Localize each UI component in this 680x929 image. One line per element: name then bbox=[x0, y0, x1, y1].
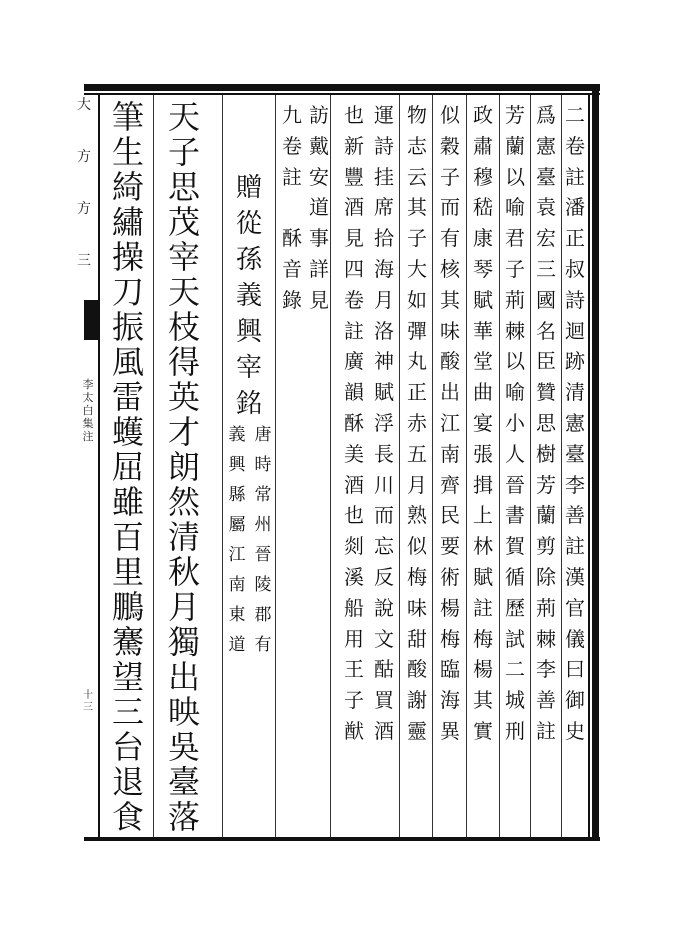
glyph: 也 bbox=[344, 503, 364, 528]
glyph: 九 bbox=[282, 103, 302, 127]
glyph: 樹 bbox=[536, 441, 556, 466]
glyph: 跡 bbox=[565, 349, 585, 374]
glyph: 酸 bbox=[407, 657, 427, 682]
glyph: 戴 bbox=[309, 133, 329, 158]
glyph: 酒 bbox=[344, 195, 364, 220]
glyph: 酥 bbox=[282, 226, 302, 251]
glyph: 註 bbox=[565, 534, 585, 559]
glyph: 志 bbox=[407, 133, 427, 158]
glyph: 雷 bbox=[111, 378, 144, 416]
glyph: 見 bbox=[309, 287, 329, 312]
glyph: 雖 bbox=[111, 483, 144, 521]
glyph: 書 bbox=[505, 503, 525, 528]
poem-note-column bbox=[252, 420, 274, 660]
glyph: 人 bbox=[505, 441, 525, 466]
glyph: 賀 bbox=[505, 534, 525, 559]
frame-bottom-rule bbox=[84, 837, 600, 841]
margin-title-glyph: 集 bbox=[82, 417, 94, 430]
glyph: 落 bbox=[167, 798, 200, 836]
glyph: 憲 bbox=[565, 410, 585, 435]
glyph: 王 bbox=[344, 657, 364, 682]
glyph: 芳 bbox=[536, 472, 556, 497]
glyph: 錄 bbox=[282, 287, 302, 312]
glyph: 退 bbox=[111, 763, 144, 801]
glyph: 南 bbox=[228, 575, 246, 595]
glyph: 韻 bbox=[344, 380, 364, 405]
glyph: 長 bbox=[374, 441, 394, 466]
glyph: 核 bbox=[440, 256, 460, 281]
glyph: 有 bbox=[440, 226, 460, 251]
glyph: 英 bbox=[167, 378, 200, 416]
glyph: 民 bbox=[440, 503, 460, 528]
column-separator bbox=[399, 95, 400, 837]
glyph: 喻 bbox=[505, 195, 525, 220]
glyph: 月 bbox=[374, 287, 394, 312]
glyph: 正 bbox=[565, 226, 585, 251]
glyph: 豐 bbox=[344, 164, 364, 189]
glyph: 美 bbox=[344, 441, 364, 466]
glyph: 楊 bbox=[473, 657, 493, 682]
margin-glyph: 方 bbox=[77, 149, 91, 165]
glyph: 然 bbox=[167, 483, 200, 521]
glyph: 梅 bbox=[473, 626, 493, 651]
frame-top-inner-rule bbox=[84, 93, 600, 95]
glyph: 枝 bbox=[167, 308, 200, 346]
glyph: 茂 bbox=[167, 203, 200, 241]
glyph: 刀 bbox=[111, 273, 144, 311]
commentary-column bbox=[342, 100, 366, 747]
column-separator bbox=[153, 95, 154, 837]
column-separator bbox=[222, 95, 223, 837]
glyph: 喻 bbox=[505, 380, 525, 405]
glyph: 袁 bbox=[536, 195, 556, 220]
commentary-column bbox=[534, 100, 558, 747]
glyph: 說 bbox=[374, 595, 394, 620]
leaf-glyph: 三 bbox=[83, 702, 93, 713]
glyph: 陵 bbox=[254, 575, 272, 595]
margin-glyph: 方 bbox=[77, 201, 91, 217]
glyph: 二 bbox=[505, 657, 525, 682]
glyph: 得 bbox=[167, 343, 200, 381]
glyph: 天 bbox=[167, 98, 200, 136]
glyph: 朗 bbox=[167, 448, 200, 486]
column-separator bbox=[432, 95, 433, 837]
glyph: 蠖 bbox=[111, 413, 144, 451]
glyph: 酸 bbox=[440, 349, 460, 374]
glyph: 食 bbox=[111, 798, 144, 836]
glyph: 曰 bbox=[565, 657, 585, 682]
glyph: 思 bbox=[167, 168, 200, 206]
glyph: 興 bbox=[228, 455, 246, 475]
glyph: 縣 bbox=[228, 485, 246, 505]
glyph: 忘 bbox=[374, 534, 394, 559]
poem-line bbox=[108, 100, 148, 835]
glyph: 云 bbox=[407, 164, 427, 189]
glyph: 四 bbox=[344, 256, 364, 281]
glyph: 綺 bbox=[111, 168, 144, 206]
glyph: 反 bbox=[374, 564, 394, 589]
glyph: 新 bbox=[344, 133, 364, 158]
glyph: 卷 bbox=[282, 133, 302, 158]
glyph: 臨 bbox=[440, 657, 460, 682]
glyph: 挂 bbox=[374, 164, 394, 189]
frame-top-rule bbox=[84, 84, 600, 91]
glyph: 子 bbox=[167, 133, 200, 171]
glyph: 梅 bbox=[440, 626, 460, 651]
frame-right-rule bbox=[592, 84, 599, 841]
glyph: 月 bbox=[167, 588, 200, 626]
glyph: 常 bbox=[254, 485, 272, 505]
glyph: 似 bbox=[440, 103, 460, 127]
glyph: 曲 bbox=[473, 380, 493, 405]
glyph: 映 bbox=[167, 693, 200, 731]
glyph: 其 bbox=[407, 195, 427, 220]
glyph: 吳 bbox=[167, 728, 200, 766]
glyph: 術 bbox=[440, 564, 460, 589]
glyph: 琴 bbox=[473, 256, 493, 281]
margin-title-glyph: 注 bbox=[82, 430, 94, 443]
glyph: 運 bbox=[374, 103, 394, 127]
glyph: 李 bbox=[565, 472, 585, 497]
glyph: 要 bbox=[440, 534, 460, 559]
glyph: 蘭 bbox=[505, 133, 525, 158]
glyph: 林 bbox=[473, 534, 493, 559]
glyph: 興 bbox=[235, 317, 262, 347]
glyph: 船 bbox=[344, 595, 364, 620]
glyph: 張 bbox=[473, 441, 493, 466]
glyph: 異 bbox=[440, 718, 460, 743]
glyph: 屈 bbox=[111, 448, 144, 486]
glyph: 出 bbox=[167, 658, 200, 696]
glyph: 席 bbox=[374, 195, 394, 220]
glyph: 荊 bbox=[536, 595, 556, 620]
glyph: 如 bbox=[407, 287, 427, 312]
glyph: 詩 bbox=[374, 133, 394, 158]
glyph: 里 bbox=[111, 553, 144, 591]
glyph: 堂 bbox=[473, 349, 493, 374]
glyph: 從 bbox=[235, 209, 262, 239]
glyph: 註 bbox=[473, 595, 493, 620]
glyph: 註 bbox=[536, 718, 556, 743]
glyph: 有 bbox=[254, 635, 272, 655]
glyph: 嵇 bbox=[473, 195, 493, 220]
glyph: 上 bbox=[473, 503, 493, 528]
glyph: 東 bbox=[228, 605, 246, 625]
glyph: 州 bbox=[254, 515, 272, 535]
glyph: 川 bbox=[374, 472, 394, 497]
glyph: 棘 bbox=[536, 626, 556, 651]
glyph: 子 bbox=[344, 688, 364, 713]
glyph: 穀 bbox=[440, 133, 460, 158]
glyph: 迴 bbox=[565, 318, 585, 343]
glyph: 江 bbox=[228, 545, 246, 565]
glyph: 史 bbox=[565, 718, 585, 743]
glyph: 廣 bbox=[344, 349, 364, 374]
glyph: 詩 bbox=[565, 287, 585, 312]
glyph: 道 bbox=[309, 195, 329, 220]
glyph: 郡 bbox=[254, 605, 272, 625]
glyph: 揖 bbox=[473, 472, 493, 497]
glyph: 秋 bbox=[167, 553, 200, 591]
column-separator bbox=[466, 95, 467, 837]
glyph: 卷 bbox=[344, 287, 364, 312]
glyph: 銘 bbox=[235, 389, 262, 419]
glyph: 時 bbox=[254, 455, 272, 475]
glyph: 清 bbox=[565, 380, 585, 405]
glyph: 子 bbox=[440, 164, 460, 189]
column-separator bbox=[530, 95, 531, 837]
glyph: 潘 bbox=[565, 195, 585, 220]
glyph bbox=[289, 192, 295, 223]
glyph: 筆 bbox=[111, 98, 144, 136]
glyph: 棘 bbox=[505, 318, 525, 343]
glyph: 酤 bbox=[374, 657, 394, 682]
glyph: 風 bbox=[111, 343, 144, 381]
glyph: 望 bbox=[111, 658, 144, 696]
glyph: 浮 bbox=[374, 410, 394, 435]
glyph: 物 bbox=[407, 103, 427, 127]
glyph: 賦 bbox=[473, 564, 493, 589]
glyph: 臣 bbox=[536, 349, 556, 374]
glyph: 五 bbox=[407, 441, 427, 466]
glyph: 註 bbox=[282, 164, 302, 189]
glyph: 三 bbox=[536, 256, 556, 281]
glyph: 以 bbox=[505, 349, 525, 374]
frame-right-inner-rule bbox=[588, 95, 590, 837]
glyph: 以 bbox=[505, 164, 525, 189]
glyph: 溪 bbox=[344, 564, 364, 589]
glyph: 賦 bbox=[374, 380, 394, 405]
glyph: 小 bbox=[505, 410, 525, 435]
glyph: 其 bbox=[473, 688, 493, 713]
glyph: 叔 bbox=[565, 256, 585, 281]
glyph: 海 bbox=[374, 256, 394, 281]
glyph: 實 bbox=[473, 718, 493, 743]
glyph: 義 bbox=[235, 281, 262, 311]
glyph: 華 bbox=[473, 318, 493, 343]
glyph: 買 bbox=[374, 688, 394, 713]
glyph: 鵬 bbox=[111, 588, 144, 626]
glyph: 李 bbox=[536, 657, 556, 682]
poem-title bbox=[234, 170, 264, 422]
glyph: 操 bbox=[111, 238, 144, 276]
glyph: 名 bbox=[536, 318, 556, 343]
glyph: 用 bbox=[344, 626, 364, 651]
glyph: 酒 bbox=[374, 718, 394, 743]
glyph: 天 bbox=[167, 273, 200, 311]
glyph: 孫 bbox=[235, 245, 262, 275]
glyph: 酒 bbox=[344, 472, 364, 497]
glyph: 思 bbox=[536, 410, 556, 435]
glyph: 道 bbox=[228, 635, 246, 655]
glyph: 齊 bbox=[440, 472, 460, 497]
glyph: 臺 bbox=[167, 763, 200, 801]
glyph: 彈 bbox=[407, 318, 427, 343]
glyph: 贊 bbox=[536, 380, 556, 405]
margin-title-glyph: 白 bbox=[82, 404, 94, 417]
glyph: 楊 bbox=[440, 595, 460, 620]
glyph: 台 bbox=[111, 728, 144, 766]
glyph: 而 bbox=[440, 195, 460, 220]
commentary-column bbox=[307, 100, 331, 316]
glyph: 芳 bbox=[505, 103, 525, 127]
margin-glyph: 大 bbox=[77, 97, 91, 113]
glyph: 詳 bbox=[309, 256, 329, 281]
glyph: 也 bbox=[344, 103, 364, 127]
glyph: 振 bbox=[111, 308, 144, 346]
glyph: 月 bbox=[407, 472, 427, 497]
glyph: 宰 bbox=[167, 238, 200, 276]
glyph: 熟 bbox=[407, 503, 427, 528]
glyph: 漢 bbox=[565, 564, 585, 589]
glyph: 宴 bbox=[473, 410, 493, 435]
glyph: 甜 bbox=[407, 626, 427, 651]
glyph: 獨 bbox=[167, 623, 200, 661]
glyph: 除 bbox=[536, 564, 556, 589]
glyph: 剪 bbox=[536, 534, 556, 559]
glyph: 憲 bbox=[536, 133, 556, 158]
glyph: 唐 bbox=[254, 425, 272, 445]
glyph: 臺 bbox=[536, 164, 556, 189]
poem-note-column bbox=[226, 420, 248, 660]
fish-tail-mark bbox=[84, 300, 98, 340]
glyph: 剡 bbox=[344, 534, 364, 559]
glyph: 義 bbox=[228, 425, 246, 445]
commentary-column bbox=[405, 100, 429, 747]
glyph: 訪 bbox=[309, 103, 329, 127]
glyph: 御 bbox=[565, 688, 585, 713]
glyph: 南 bbox=[440, 441, 460, 466]
glyph: 大 bbox=[407, 256, 427, 281]
margin-title bbox=[80, 378, 96, 443]
glyph: 宰 bbox=[235, 353, 262, 383]
glyph: 拾 bbox=[374, 226, 394, 251]
glyph: 子 bbox=[407, 226, 427, 251]
glyph: 城 bbox=[505, 688, 525, 713]
column-separator bbox=[275, 95, 276, 837]
glyph: 安 bbox=[309, 164, 329, 189]
commentary-column bbox=[372, 100, 396, 747]
margin-title-glyph: 太 bbox=[82, 391, 94, 404]
glyph: 康 bbox=[473, 226, 493, 251]
glyph: 蘭 bbox=[536, 503, 556, 528]
poem-line bbox=[164, 100, 204, 835]
glyph: 正 bbox=[407, 380, 427, 405]
glyph: 事 bbox=[309, 226, 329, 251]
glyph: 二 bbox=[565, 103, 585, 127]
commentary-column bbox=[471, 100, 495, 747]
glyph: 荊 bbox=[505, 287, 525, 312]
glyph: 而 bbox=[374, 503, 394, 528]
glyph: 晉 bbox=[505, 472, 525, 497]
glyph: 猷 bbox=[344, 718, 364, 743]
glyph: 其 bbox=[440, 287, 460, 312]
glyph: 爲 bbox=[536, 103, 556, 127]
glyph: 音 bbox=[282, 256, 302, 281]
glyph: 臺 bbox=[565, 441, 585, 466]
glyph: 神 bbox=[374, 349, 394, 374]
glyph: 三 bbox=[111, 693, 144, 731]
commentary-column bbox=[438, 100, 462, 747]
margin-title-glyph: 李 bbox=[82, 378, 94, 391]
glyph: 百 bbox=[111, 518, 144, 556]
leaf-number bbox=[80, 690, 96, 714]
glyph: 歷 bbox=[505, 595, 525, 620]
glyph: 謝 bbox=[407, 688, 427, 713]
glyph: 循 bbox=[505, 564, 525, 589]
glyph: 繡 bbox=[111, 203, 144, 241]
glyph: 靈 bbox=[407, 718, 427, 743]
glyph: 政 bbox=[473, 103, 493, 127]
glyph: 註 bbox=[565, 164, 585, 189]
glyph: 宏 bbox=[536, 226, 556, 251]
glyph: 生 bbox=[111, 133, 144, 171]
glyph: 才 bbox=[167, 413, 200, 451]
glyph: 丸 bbox=[407, 349, 427, 374]
glyph: 君 bbox=[505, 226, 525, 251]
glyph: 赤 bbox=[407, 410, 427, 435]
glyph: 海 bbox=[440, 688, 460, 713]
commentary-column bbox=[503, 100, 527, 747]
glyph: 善 bbox=[565, 503, 585, 528]
glyph: 儀 bbox=[565, 626, 585, 651]
column-separator bbox=[561, 95, 562, 837]
leaf-glyph: 十 bbox=[83, 690, 93, 701]
glyph: 見 bbox=[344, 226, 364, 251]
glyph: 試 bbox=[505, 626, 525, 651]
glyph: 洛 bbox=[374, 318, 394, 343]
glyph: 味 bbox=[407, 595, 427, 620]
commentary-column bbox=[563, 100, 587, 747]
column-separator bbox=[499, 95, 500, 837]
glyph: 騫 bbox=[111, 623, 144, 661]
glyph: 味 bbox=[440, 318, 460, 343]
glyph: 穆 bbox=[473, 164, 493, 189]
glyph: 官 bbox=[565, 595, 585, 620]
glyph: 晉 bbox=[254, 545, 272, 565]
commentary-column bbox=[280, 100, 304, 316]
glyph: 註 bbox=[344, 318, 364, 343]
glyph: 卷 bbox=[565, 133, 585, 158]
margin-glyph: 三 bbox=[77, 253, 91, 269]
glyph: 贈 bbox=[235, 173, 262, 203]
glyph: 賦 bbox=[473, 287, 493, 312]
glyph: 刑 bbox=[505, 718, 525, 743]
glyph: 國 bbox=[536, 287, 556, 312]
glyph: 江 bbox=[440, 410, 460, 435]
glyph: 文 bbox=[374, 626, 394, 651]
glyph: 屬 bbox=[228, 515, 246, 535]
glyph: 出 bbox=[440, 380, 460, 405]
glyph: 似 bbox=[407, 534, 427, 559]
glyph: 清 bbox=[167, 518, 200, 556]
glyph: 子 bbox=[505, 256, 525, 281]
glyph: 善 bbox=[536, 688, 556, 713]
glyph: 肅 bbox=[473, 133, 493, 158]
glyph: 酥 bbox=[344, 410, 364, 435]
glyph: 梅 bbox=[407, 564, 427, 589]
